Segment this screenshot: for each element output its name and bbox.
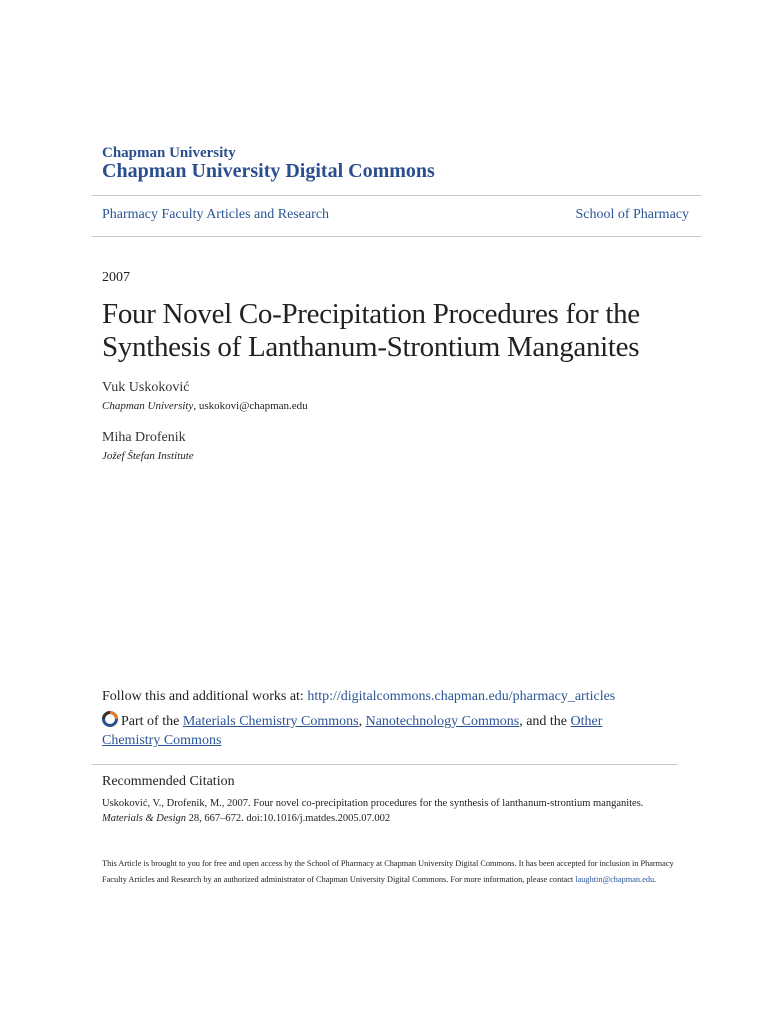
author-email: , uskokovi@chapman.edu [193,400,308,412]
nav-divider [92,236,701,237]
access-notice [102,856,682,888]
author-affiliation [102,450,194,462]
follow-label: Follow this and additional works at: [102,689,308,704]
title-line-1: Four Novel Co-Precipitation Procedures for the [102,298,640,330]
contact-email-link[interactable]: laughtin@chapman.edu [575,875,655,884]
notice-text: This Article is brought to you for free and open access by the School of Pharmacy at Chapman University Digital Commons. It has been accepted for inclusion in Pharmacy Faculty Articles and Research by an authorized administrator of Chapman University Digital Commons. For more information, please contact [102,859,674,884]
author-name: Miha Drofenik [102,430,186,445]
citation-divider [92,764,678,765]
citation-part-2: 28, 667–672. doi:10.1016/j.matdes.2005.07.002 [186,813,391,824]
repository-name[interactable]: Chapman University Digital Commons [102,160,435,182]
nanotechnology-commons-link[interactable]: Nanotechnology Commons [365,714,520,729]
affiliation-text: Jožef Štefan Institute [102,450,194,462]
author-name: Vuk Uskoković [102,380,190,395]
affiliation-text: Chapman University [102,400,194,412]
materials-chemistry-commons-link[interactable]: Materials Chemistry Commons [182,714,359,729]
institution-name: Chapman University [102,145,236,161]
collection-link[interactable]: Pharmacy Faculty Articles and Research [102,207,330,222]
partof-prefix: Part of the [121,714,183,729]
top-divider [92,195,701,196]
notice-end: . [654,875,657,884]
recommended-citation-heading: Recommended Citation [102,774,235,789]
partof-separator: , [358,714,366,729]
title-line-2: Synthesis of Lanthanum-Strontium Manganites [102,331,640,363]
follow-url-link[interactable]: http://digitalcommons.chapman.edu/pharmacy_articles [307,689,616,704]
citation-part-1: Uskoković, V., Drofenik, M., 2007. Four novel co-precipitation procedures for the synthesis of lanthanum-strontium manganites. [102,798,644,809]
citation-text [102,796,682,826]
author-affiliation [102,400,308,412]
other-chemistry-commons-link[interactable]: Other Chemistry Commons [102,714,603,748]
school-link[interactable]: School of Pharmacy [575,207,689,222]
journal-name: Materials & Design [102,813,186,824]
article-title [102,298,702,364]
part-of-line [102,711,642,750]
partof-separator: , and the [519,714,571,729]
bepress-commons-icon [102,711,118,727]
follow-line [102,689,615,705]
publication-year: 2007 [102,270,130,285]
